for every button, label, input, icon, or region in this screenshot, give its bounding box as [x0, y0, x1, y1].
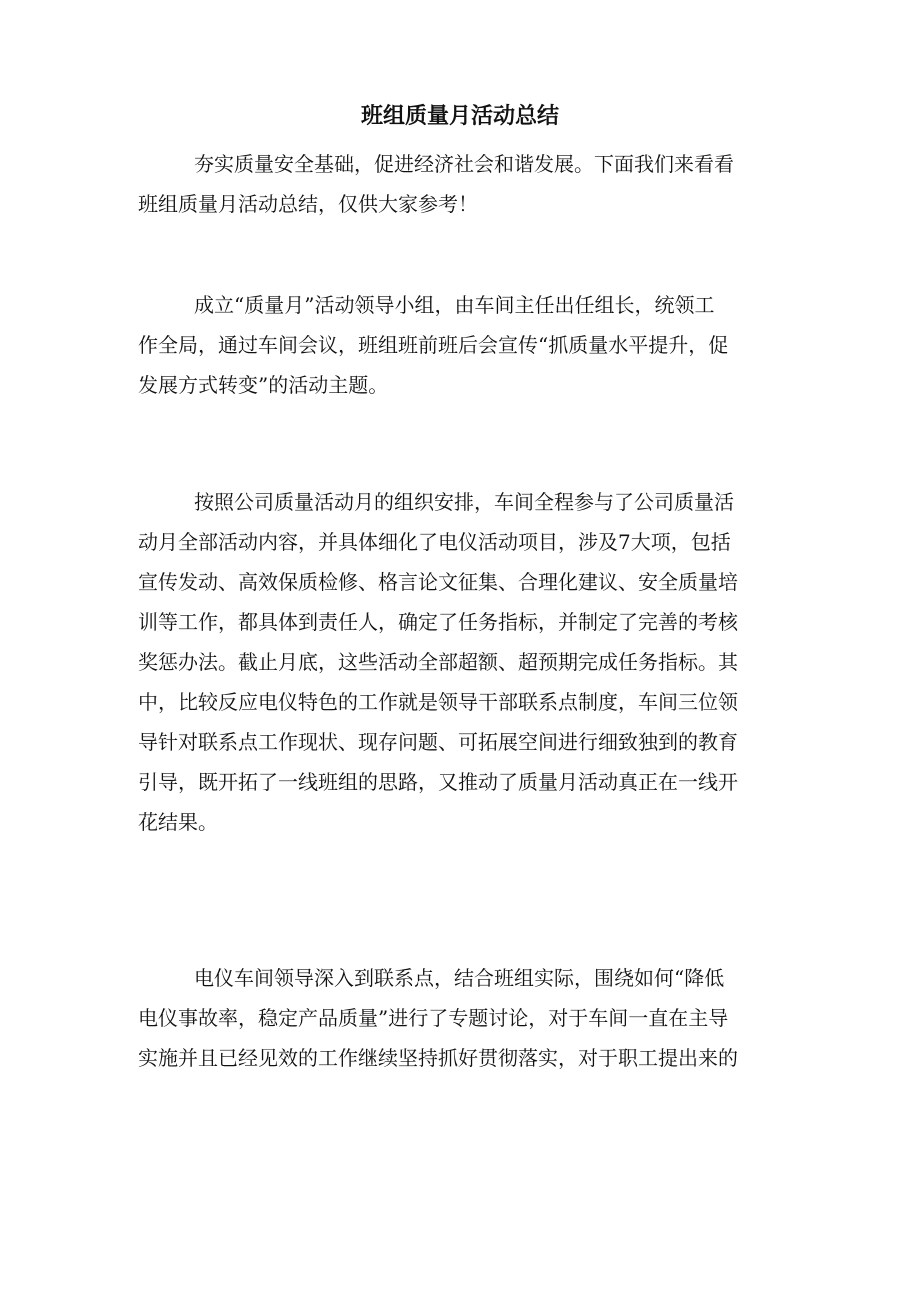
paragraph-line: 宣传发动、高效保质检修、格言论文征集、合理化建议、安全质量培 — [138, 570, 738, 594]
paragraph-line: 班组质量月活动总结，仅供大家参考！ — [138, 192, 478, 216]
paragraph-line: 训等工作，都具体到责任人，确定了任务指标，并制定了完善的考核 — [138, 610, 738, 634]
paragraph-activities — [138, 482, 786, 842]
paragraph-intro — [138, 144, 786, 224]
paragraph-line: 引导，既开拓了一线班组的思路，又推动了质量月活动真正在一线开 — [138, 770, 738, 794]
paragraph-line: 中，比较反应电仪特色的工作就是领导干部联系点制度，车间三位领 — [138, 690, 738, 714]
paragraph-line: 按照公司质量活动月的组织安排，车间全程参与了公司质量活 — [194, 490, 734, 514]
paragraph-workshop-discussion — [138, 958, 786, 1078]
paragraph-line: 实施并且已经见效的工作继续坚持抓好贯彻落实，对于职工提出来的 — [138, 1046, 738, 1070]
paragraph-line: 动月全部活动内容，并具体细化了电仪活动项目，涉及7大项，包括 — [138, 530, 731, 554]
paragraph-line: 作全局，通过车间会议，班组班前班后会宣传“抓质量水平提升，促 — [138, 333, 729, 357]
paragraph-line: 成立“质量月”活动领导小组，由车间主任出任组长，统领工 — [194, 293, 715, 317]
paragraph-line: 电仪事故率，稳定产品质量”进行了专题讨论，对于车间一直在主导 — [138, 1006, 729, 1030]
paragraph-line: 导针对联系点工作现状、现存问题、可拓展空间进行细致独到的教育 — [138, 730, 738, 754]
paragraph-line: 花结果。 — [138, 810, 218, 834]
paragraph-line: 发展方式转变”的活动主题。 — [138, 373, 389, 397]
paragraph-line: 奖惩办法。截止月底，这些活动全部超额、超预期完成任务指标。其 — [138, 650, 738, 674]
document-title: 班组质量月活动总结 — [360, 103, 559, 129]
paragraph-line: 夯实质量安全基础，促进经济社会和谐发展。下面我们来看看 — [194, 152, 734, 176]
paragraph-leadership-group — [138, 285, 786, 405]
paragraph-line: 电仪车间领导深入到联系点，结合班组实际，围绕如何“降低 — [194, 966, 725, 990]
